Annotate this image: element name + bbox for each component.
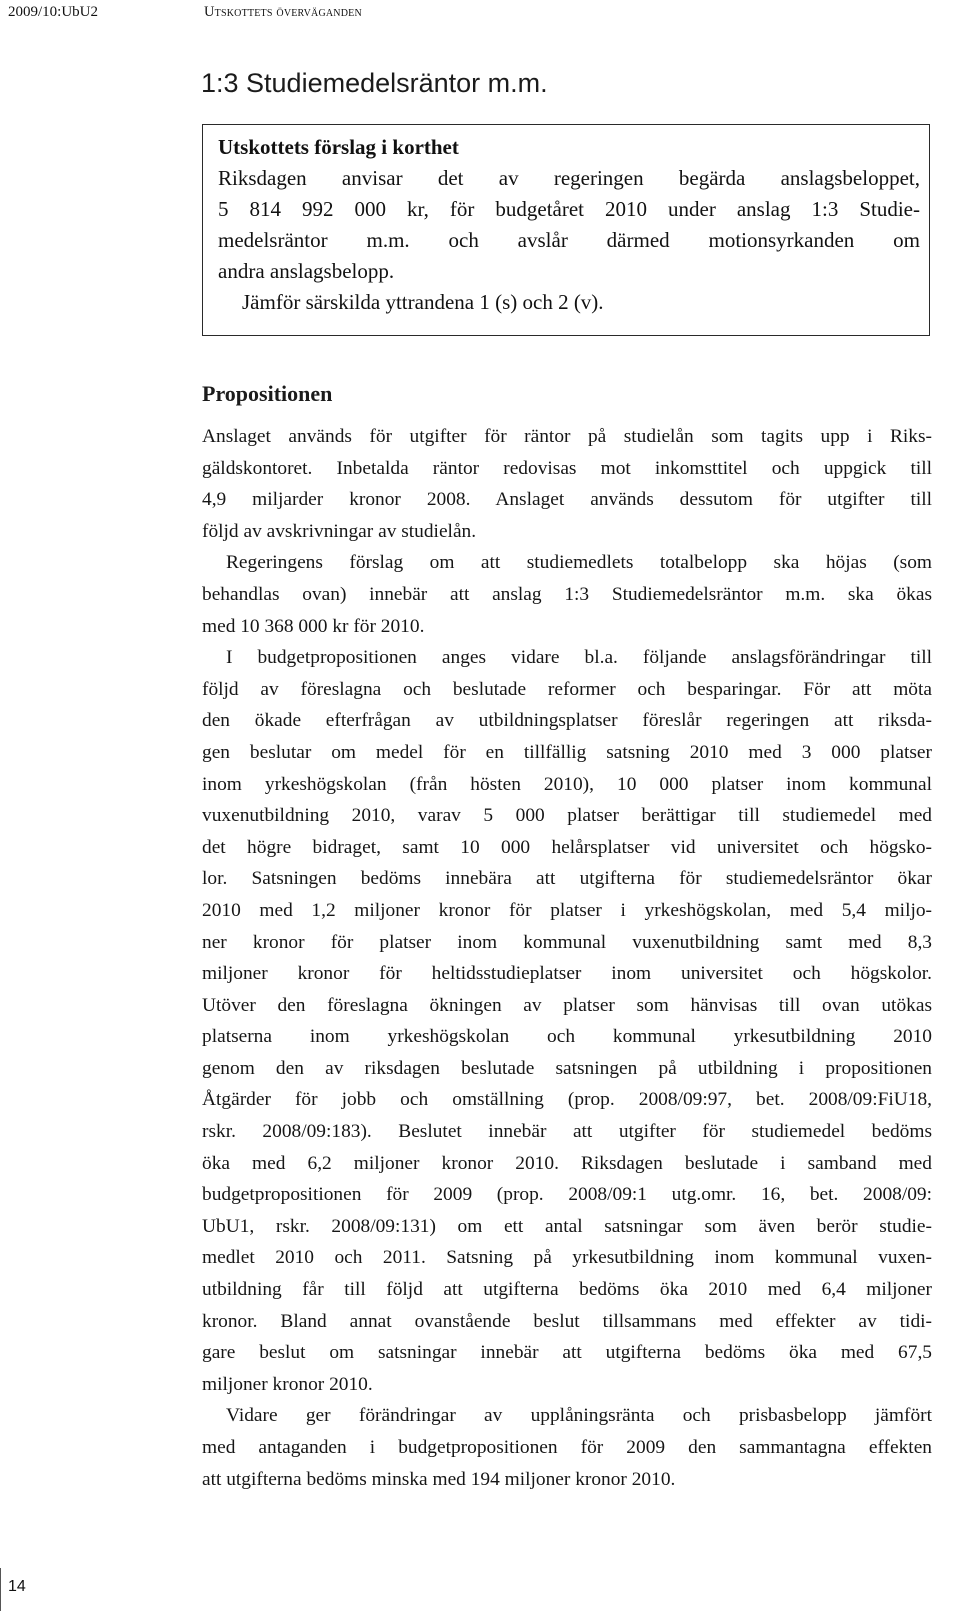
- summary-text: [218, 163, 920, 287]
- propositionen-body: [202, 421, 932, 1495]
- text-line: det högre bidraget, samt 10 000 helårsplatser vid universitet och högsko-: [202, 836, 932, 858]
- text-line: genom den av riksdagen beslutade satsningen på utbildning i propositionen: [202, 1057, 932, 1079]
- text-line: miljoner kronor 2010.: [202, 1373, 373, 1395]
- propositionen-heading: Propositionen: [202, 381, 333, 406]
- text-line: Vidare ger förändringar av upplåningsränta och prisbasbelopp jämfört: [226, 1405, 932, 1427]
- running-header-section: Utskottets överväganden: [204, 4, 362, 20]
- text-line: inom yrkeshögskolan (från hösten 2010), 10 000 platser inom kommunal: [202, 773, 932, 795]
- text-line: gare beslut om satsningar innebär att utgifterna bedöms öka med 67,5: [202, 1342, 932, 1364]
- text-line: Åtgärder för jobb och omställning (prop. 2008/09:97, bet. 2008/09:FiU18,: [202, 1089, 932, 1111]
- section-title: 1:3 Studiemedelsräntor m.m.: [201, 68, 548, 98]
- summary-line: andra anslagsbelopp.: [218, 259, 395, 283]
- paragraph-2: [202, 547, 932, 642]
- margin-rule: [0, 1568, 1, 1611]
- text-line: I budgetpropositionen anges vidare bl.a. följande anslagsförändringar till: [226, 647, 932, 669]
- text-line: Regeringens förslag om att studiemedlets totalbelopp ska höjas (som: [226, 552, 932, 574]
- text-line: 2010 med 1,2 miljoner kronor för platser i yrkeshögskolan, med 5,4 miljo-: [202, 899, 932, 921]
- text-line: att utgifterna bedöms minska med 194 miljoner kronor 2010.: [202, 1468, 676, 1490]
- paragraph-4: [202, 1400, 932, 1495]
- text-line: Anslaget används för utgifter för räntor på studielån som tagits upp i Riks-: [202, 426, 932, 447]
- paragraph-3: [202, 642, 932, 1400]
- summary-compare-note: Jämför särskilda yttrandena 1 (s) och 2 (v).: [242, 290, 604, 314]
- text-line: lor. Satsningen bedöms innebära att utgifterna för studiemedelsräntor ökar: [202, 868, 932, 890]
- text-line: ner kronor för platser inom kommunal vuxenutbildning samt med 8,3: [202, 931, 932, 953]
- text-line: gen beslutar om medel för en tillfällig satsning 2010 med 3 000 platser: [202, 741, 932, 763]
- text-line: platserna inom yrkeshögskolan och kommunal yrkesutbildning 2010: [202, 1026, 932, 1048]
- text-line: följd av avskrivningar av studielån.: [202, 520, 477, 542]
- text-line: öka med 6,2 miljoner kronor 2010. Riksdagen beslutade i samband med: [202, 1152, 932, 1174]
- text-line: följd av föreslagna och beslutade reformer och besparingar. För att möta: [202, 678, 932, 700]
- text-line: Utöver den föreslagna ökningen av platser som hänvisas till ovan utökas: [202, 994, 932, 1016]
- summary-line: medelsräntor m.m. och avslår därmed motionsyrkanden om: [218, 228, 920, 252]
- text-line: med antaganden i budgetpropositionen för 2009 den sammantagna effekten: [202, 1437, 932, 1458]
- summary-line: Riksdagen anvisar det av regeringen begärda anslagsbeloppet,: [218, 166, 920, 190]
- text-line: gäldskontoret. Inbetalda räntor redovisas mot inkomsttitel och uppgick till: [202, 457, 932, 479]
- text-line: behandlas ovan) innebär att anslag 1:3 Studiemedelsräntor m.m. ska ökas: [202, 583, 932, 605]
- text-line: budgetpropositionen för 2009 (prop. 2008/09:1 utg.omr. 16, bet. 2008/09:: [202, 1184, 932, 1206]
- text-line: UbU1, rskr. 2008/09:131) om ett antal satsningar som även berör studie-: [202, 1215, 932, 1237]
- paragraph-1: [202, 421, 932, 547]
- text-line: medlet 2010 och 2011. Satsning på yrkesutbildning inom kommunal vuxen-: [202, 1247, 932, 1269]
- text-line: vuxenutbildning 2010, varav 5 000 platser berättigar till studiemedel med: [202, 805, 932, 827]
- page-number: 14: [8, 1578, 26, 1595]
- summary-line: 5 814 992 000 kr, för budgetåret 2010 under anslag 1:3 Studie-: [218, 197, 920, 221]
- text-line: kronor. Bland annat ovanstående beslut tillsammans med effekter av tidi-: [202, 1310, 932, 1332]
- text-line: utbildning får till följd att utgifterna bedöms öka 2010 med 6,4 miljoner: [202, 1279, 932, 1301]
- running-header-doc-id: 2009/10:UbU2: [8, 4, 98, 20]
- text-line: den ökade efterfrågan av utbildningsplatser föreslår regeringen att riksda-: [202, 710, 932, 732]
- text-line: rskr. 2008/09:183). Beslutet innebär att utgifter för studiemedel bedöms: [202, 1121, 932, 1143]
- text-line: 4,9 miljarder kronor 2008. Anslaget används dessutom för utgifter till: [202, 489, 932, 511]
- text-line: med 10 368 000 kr för 2010.: [202, 615, 425, 637]
- summary-box-content: [218, 132, 920, 318]
- text-line: miljoner kronor för heltidsstudieplatser inom universitet och högskolor.: [202, 963, 932, 985]
- summary-heading: Utskottets förslag i korthet: [218, 135, 459, 159]
